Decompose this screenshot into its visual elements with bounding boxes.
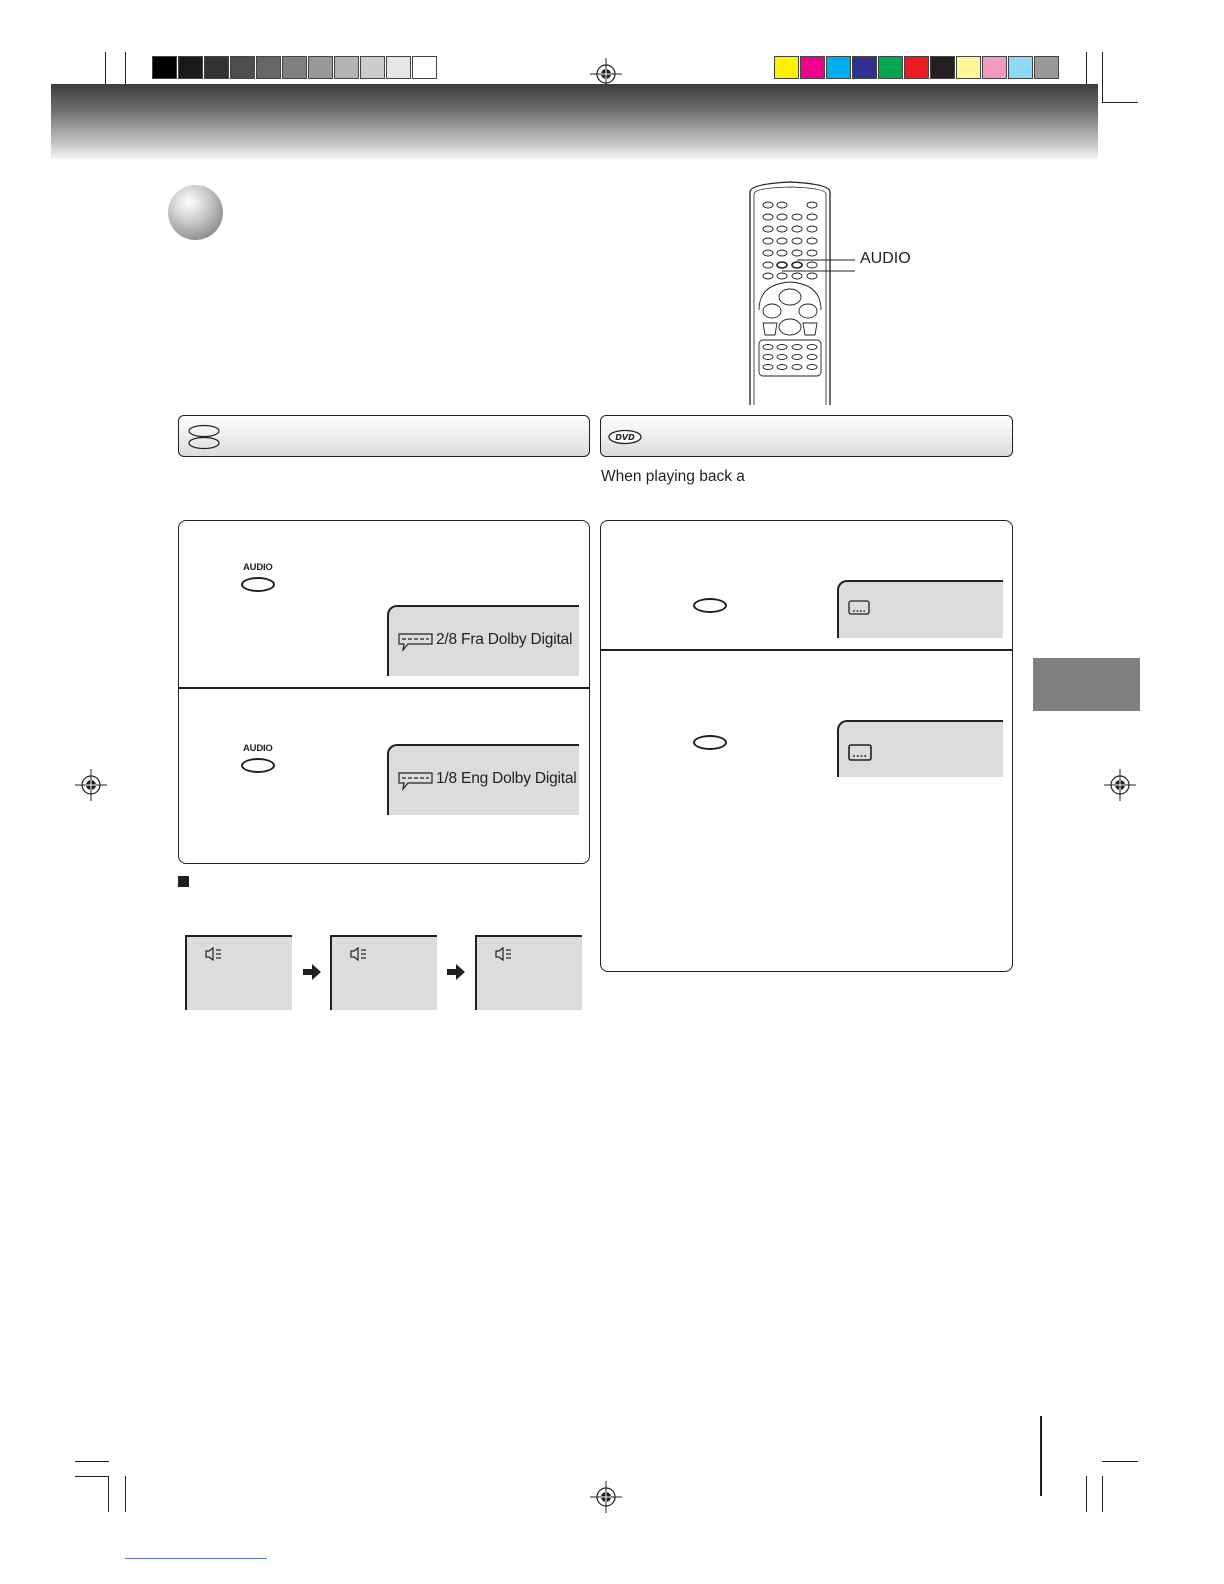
footer-rule: [125, 1558, 267, 1559]
color-swatch: [178, 56, 203, 79]
dvd-logo-text: DVD: [615, 433, 635, 442]
remote-control-illustration: [745, 180, 865, 406]
color-swatch: [412, 56, 437, 79]
audio-button-label: AUDIO: [243, 562, 273, 573]
osd-sequence-item: [185, 935, 292, 1010]
note-square-bullet: [178, 876, 189, 887]
registration-target-icon: [590, 1481, 622, 1513]
disc-stack-icon: [187, 424, 221, 450]
audio-button[interactable]: [241, 758, 275, 773]
color-swatch: [956, 56, 981, 79]
audio-track-icon: [398, 632, 434, 652]
dvd-logo-icon: [607, 429, 643, 445]
crop-mark: [1086, 1476, 1087, 1512]
color-swatch: [334, 56, 359, 79]
osd-subtitle-display: [837, 720, 1003, 777]
color-swatch: [308, 56, 333, 79]
subtitle-dots-icon: [848, 743, 874, 763]
right-section-bar: [600, 415, 1013, 457]
osd-audio-display: [387, 605, 579, 676]
crop-mark: [108, 1476, 109, 1512]
color-swatch: [878, 56, 903, 79]
registration-target-icon: [75, 769, 107, 801]
page-header-band: [51, 84, 1098, 159]
color-swatch: [230, 56, 255, 79]
right-intro-text: When playing back a: [601, 468, 745, 485]
speaker-icon: [350, 947, 368, 961]
color-swatch: [204, 56, 229, 79]
color-swatch: [800, 56, 825, 79]
right-arrow-icon: [446, 963, 466, 981]
color-swatch: [826, 56, 851, 79]
crop-mark: [1040, 1416, 1042, 1496]
right-panel-divider: [601, 649, 1012, 651]
registration-target-icon: [1104, 769, 1136, 801]
osd-subtitle-display: [837, 580, 1003, 638]
crop-mark: [125, 1476, 126, 1512]
crop-mark: [75, 1461, 109, 1462]
osd-audio-text: 1/8 Eng Dolby Digital: [436, 770, 577, 787]
color-swatch: [386, 56, 411, 79]
color-swatch: [282, 56, 307, 79]
subtitle-button[interactable]: [693, 598, 727, 613]
audio-button-label: AUDIO: [243, 743, 273, 754]
subtitle-off-icon: [848, 599, 872, 617]
remote-audio-callout: AUDIO: [860, 250, 911, 267]
crop-mark: [1102, 102, 1138, 103]
color-swatch: [1034, 56, 1059, 79]
osd-audio-text: 2/8 Fra Dolby Digital: [436, 631, 573, 648]
color-swatch: [930, 56, 955, 79]
osd-sequence-item: [475, 935, 582, 1010]
color-swatch: [256, 56, 281, 79]
title-sphere-icon: [168, 185, 223, 240]
color-swatch: [152, 56, 177, 79]
speaker-icon: [495, 947, 513, 961]
osd-sequence-item: [330, 935, 437, 1010]
crop-mark: [75, 1476, 109, 1477]
crop-mark: [1102, 1461, 1138, 1462]
crop-mark: [1102, 52, 1103, 102]
osd-audio-display: [387, 744, 579, 815]
left-panel-divider: [179, 687, 589, 689]
speaker-icon: [205, 947, 223, 961]
color-swatch: [982, 56, 1007, 79]
left-section-bar: [178, 415, 590, 457]
chapter-tab: [1033, 658, 1140, 711]
color-swatch: [360, 56, 385, 79]
color-swatch: [1008, 56, 1033, 79]
audio-track-icon: [398, 771, 434, 791]
color-swatch: [852, 56, 877, 79]
subtitle-button[interactable]: [693, 735, 727, 750]
color-swatch: [904, 56, 929, 79]
audio-button[interactable]: [241, 577, 275, 592]
right-arrow-icon: [302, 963, 322, 981]
crop-mark: [1102, 1476, 1103, 1512]
color-swatch: [774, 56, 799, 79]
